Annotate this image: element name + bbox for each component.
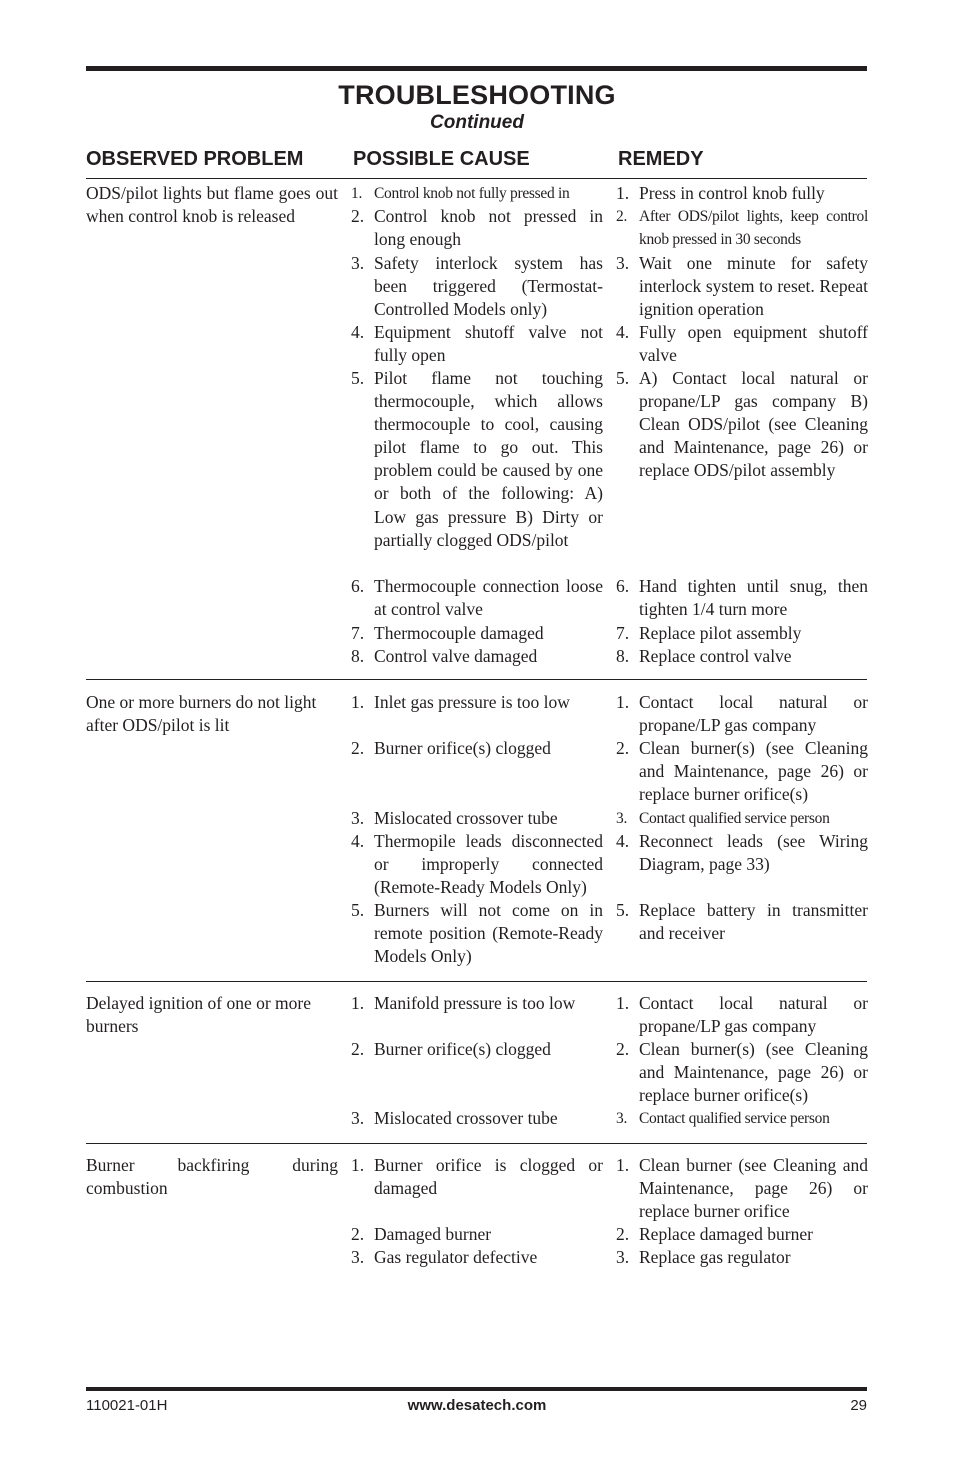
column-header-possible-cause: POSSIBLE CAUSE: [353, 148, 530, 170]
cause-item: 1. Burner orifice is clogged or damaged: [351, 1155, 603, 1199]
cause-item: 2. Control knob not pressed in long enough: [351, 206, 603, 250]
cause-item: 5. Burners will not come on in remote position (Remote-Ready Models Only): [351, 900, 603, 967]
cause-item: 6. Thermocouple connection loose at control valve: [351, 576, 603, 620]
remedy-item: 2. Clean burner(s) (see Cleaning and Maintenance, page 26) or replace burner orifice(s): [616, 738, 868, 805]
remedy-item: 2. After ODS/pilot lights, keep control knob pressed in 30 seconds: [616, 208, 868, 249]
remedy-item: 5. Replace battery in transmitter and receiver: [616, 900, 868, 944]
remedy-item: 4. Reconnect leads (see Wiring Diagram, page 33): [616, 831, 868, 875]
remedy-item: 1. Contact local natural or propane/LP gas company: [616, 692, 868, 736]
header-rule: [86, 178, 867, 179]
row-divider: [86, 679, 867, 680]
cause-item: 4. Thermopile leads disconnected or improperly connected (Remote-Ready Models Only): [351, 831, 603, 898]
remedy-item: 1. Clean burner (see Cleaning and Maintenance, page 26) or replace burner orifice: [616, 1155, 868, 1222]
page-number: 29: [850, 1397, 867, 1414]
row-divider: [86, 981, 867, 982]
website-link[interactable]: www.desatech.com: [407, 1397, 547, 1414]
remedy-item: 4. Fully open equipment shutoff valve: [616, 322, 868, 366]
problem-cell: Delayed ignition of one or more burners: [86, 993, 312, 1037]
footer-rule: [86, 1387, 867, 1391]
page-subtitle: Continued: [430, 112, 524, 133]
problem-cell: ODS/pilot lights but flame goes out when control knob is released: [86, 183, 338, 227]
document-number: 110021-01H: [86, 1397, 168, 1414]
remedy-item: 5. A) Contact local natural or propane/LP gas company B) Clean ODS/pilot (see Cleaning and Maintenance, page 26) or replace ODS/pilot assembly: [616, 368, 868, 481]
remedy-item: 6. Hand tighten until snug, then tighten 1/4 turn more: [616, 576, 868, 620]
row-divider: [86, 1143, 867, 1144]
cause-item: 5. Pilot flame not touching thermocouple, which allows thermocouple to cool, causing pilot flame to go out. This problem could be caused by one or both of the following: A) Low gas pressure B) Dirty or partially clogged ODS/pilot: [351, 368, 603, 550]
column-header-remedy: REMEDY: [618, 148, 704, 170]
cause-item: 3. Safety interlock system has been triggered (Termostat-Controlled Models only): [351, 253, 603, 320]
page-title: TROUBLESHOOTING: [338, 80, 616, 110]
cause-item: 4. Equipment shutoff valve not fully open: [351, 322, 603, 366]
top-rule: [86, 66, 867, 71]
remedy-item: 3. Wait one minute for safety interlock system to reset. Repeat ignition operation: [616, 253, 868, 320]
column-header-observed-problem: OBSERVED PROBLEM: [86, 148, 304, 170]
problem-cell: Burner backfiring during combustion: [86, 1155, 338, 1199]
remedy-item: 2. Clean burner(s) (see Cleaning and Maintenance, page 26) or replace burner orifice(s): [616, 1039, 868, 1106]
problem-cell: One or more burners do not light after ODS/pilot is lit: [86, 692, 317, 736]
remedy-item: 1. Contact local natural or propane/LP gas company: [616, 993, 868, 1037]
